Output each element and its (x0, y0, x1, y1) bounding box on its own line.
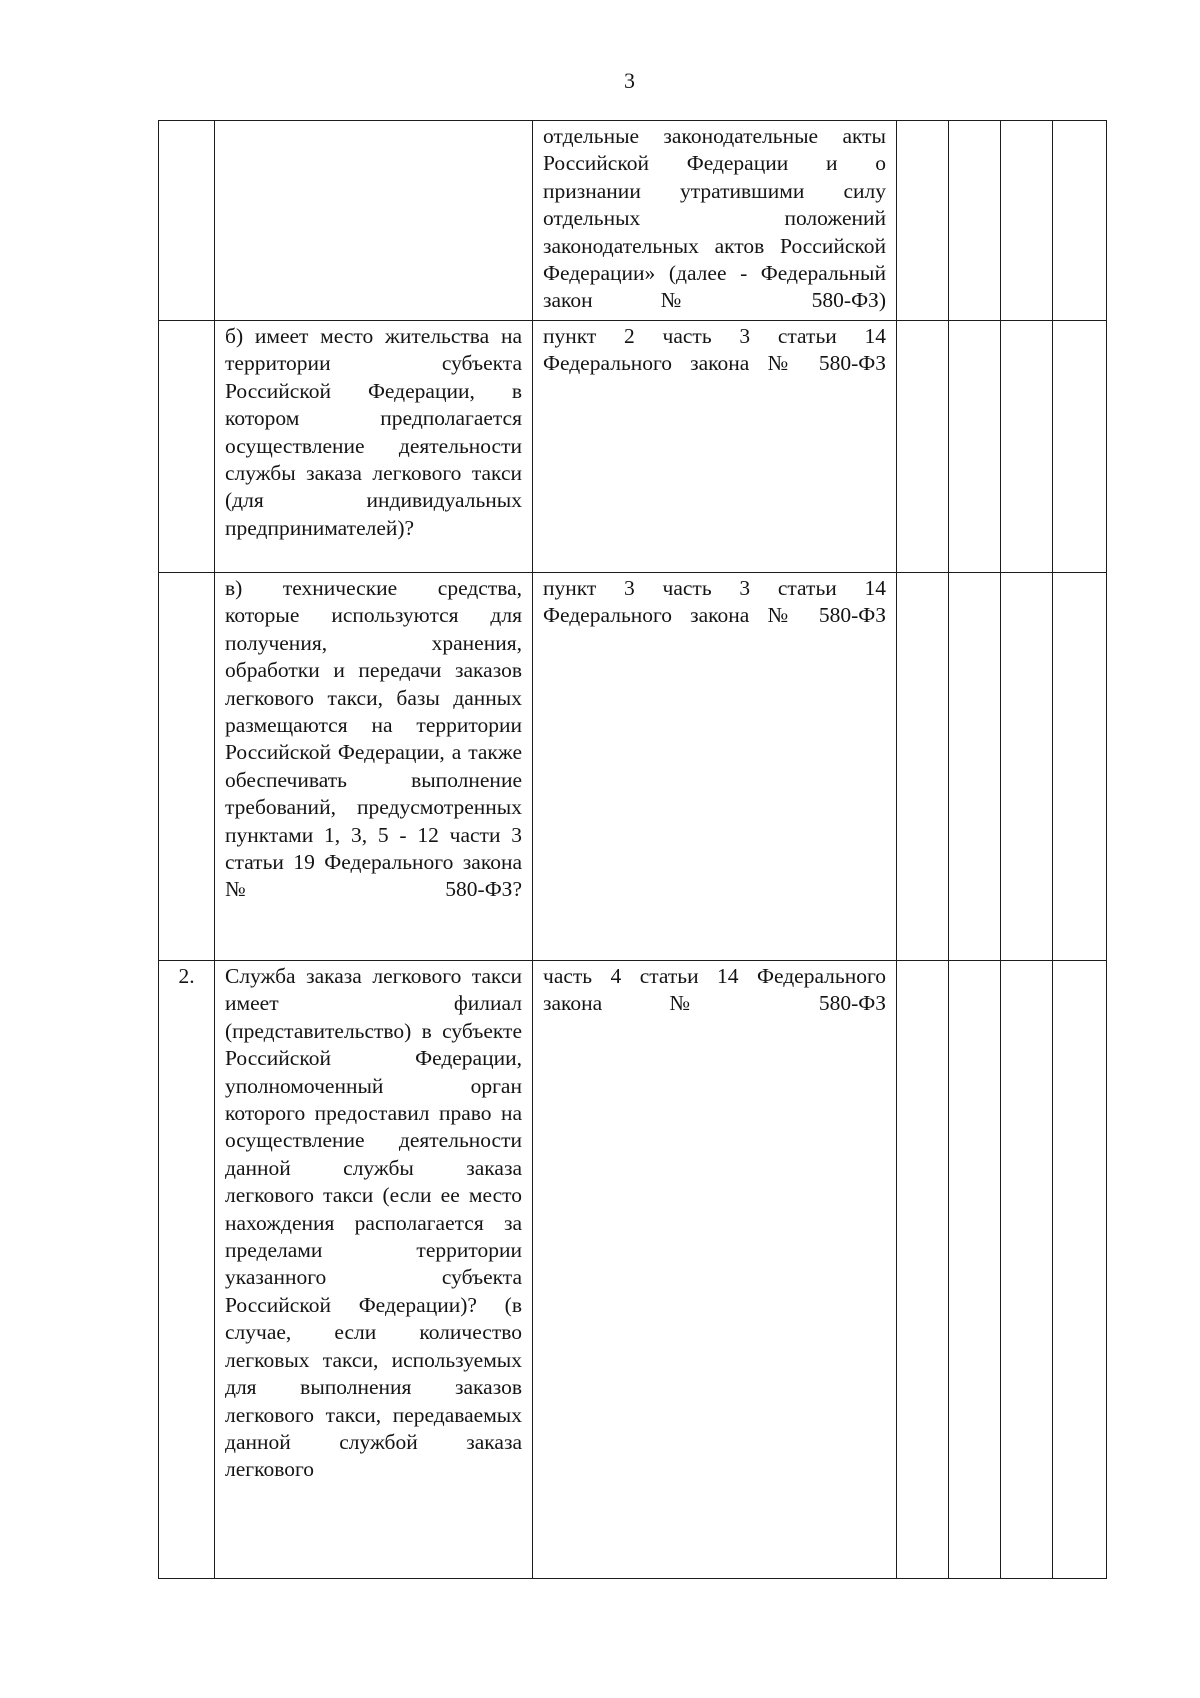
note-cell (1053, 961, 1107, 1579)
table-row (159, 321, 1107, 573)
answer-not-applicable-cell (1001, 573, 1053, 961)
row-number-cell (159, 121, 215, 321)
legal-reference-cell: отдельные законодательные акты Российской Федерации и о признании утратившими силу отдельных положений законодательных актов Российской Федерации» (далее - Федеральный закон № 580-ФЗ) (533, 121, 897, 321)
question-cell: в) технические средства, которые используются для получения, хранения, обработки и передачи заказов легкового такси, базы данных размещаются на территории Российской Федерации, а также обеспечивать выполнение требований, предусмотренных пунктами 1, 3, 5 - 12 части 3 статьи 19 Федерального закона № 580-ФЗ? (215, 573, 533, 961)
answer-no-cell (949, 961, 1001, 1579)
answer-no-cell (949, 321, 1001, 573)
question-cell: Служба заказа легкового такси имеет филиал (представительство) в субъекте Российской Федерации, уполномоченный орган которого предоставил право на осуществление деятельности данной службы заказа легкового такси (если ее место нахождения располагается за пределами территории указанного субъекта Российской Федерации)? (в случае, если количество легковых такси, используемых для выполнения заказов легкового такси, передаваемых данной службой заказа легкового (215, 961, 533, 1579)
row-number-cell (159, 573, 215, 961)
table-row (159, 573, 1107, 961)
note-cell (1053, 321, 1107, 573)
table-row (159, 961, 1107, 1579)
question-cell: б) имеет место жительства на территории субъекта Российской Федерации, в котором предполагается осуществление деятельности службы заказа легкового такси (для индивидуальных предпринимателей)? (215, 321, 533, 573)
note-cell (1053, 121, 1107, 321)
row-number-cell (159, 321, 215, 573)
question-cell (215, 121, 533, 321)
page-number: 3 (624, 68, 635, 93)
answer-not-applicable-cell (1001, 121, 1053, 321)
checklist-table (158, 120, 1107, 1579)
legal-reference-cell: часть 4 статьи 14 Федерального закона № 580-ФЗ (533, 961, 897, 1579)
answer-no-cell (949, 573, 1001, 961)
answer-yes-cell (897, 321, 949, 573)
legal-reference-cell: пункт 3 часть 3 статьи 14 Федерального закона № 580-ФЗ (533, 573, 897, 961)
row-number-cell: 2. (159, 961, 215, 1579)
answer-yes-cell (897, 961, 949, 1579)
answer-no-cell (949, 121, 1001, 321)
answer-yes-cell (897, 573, 949, 961)
answer-yes-cell (897, 121, 949, 321)
table-row (159, 121, 1107, 321)
answer-not-applicable-cell (1001, 961, 1053, 1579)
answer-not-applicable-cell (1001, 321, 1053, 573)
note-cell (1053, 573, 1107, 961)
legal-reference-cell: пункт 2 часть 3 статьи 14 Федерального закона № 580-ФЗ (533, 321, 897, 573)
